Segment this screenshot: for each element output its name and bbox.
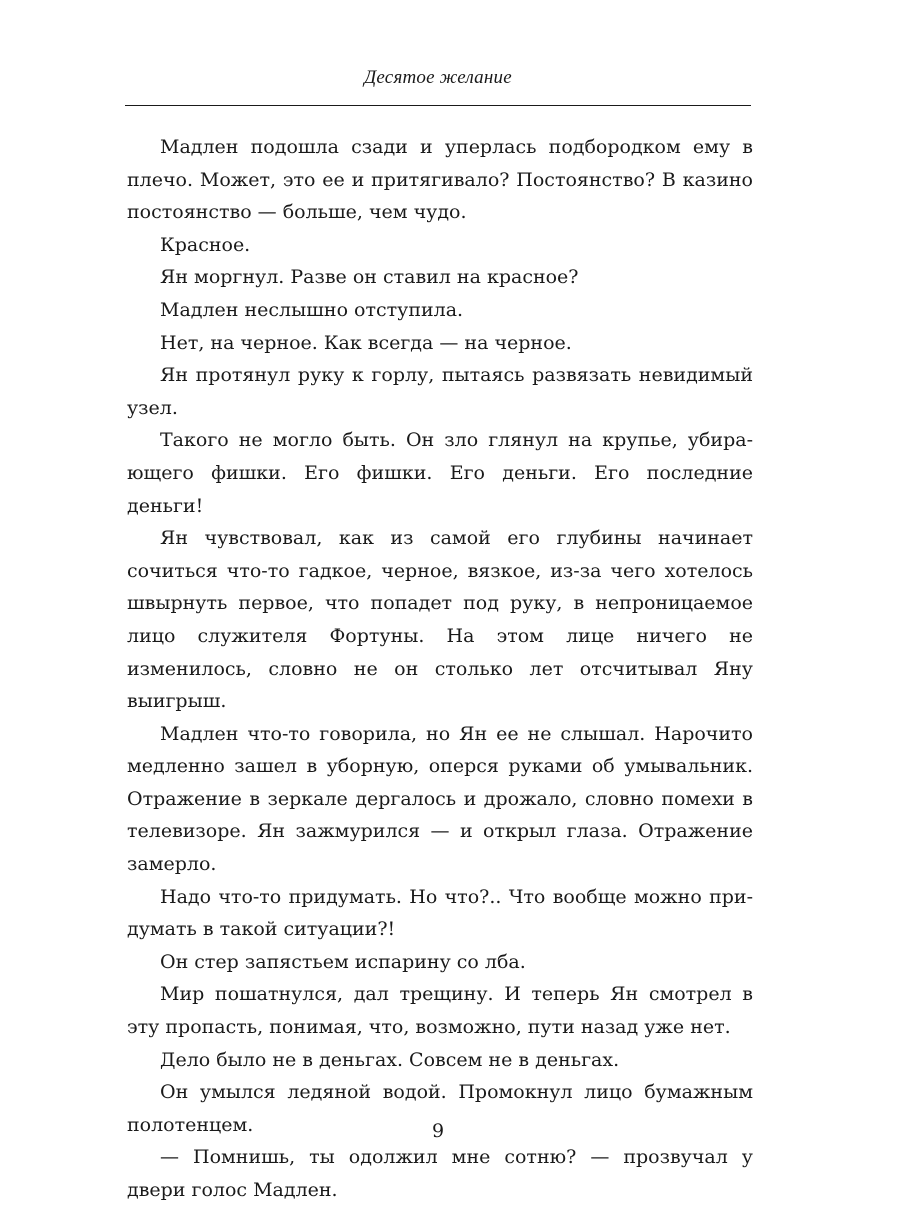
paragraph: Он умылся ледяной водой. Промокнул лицо бумажным полотенцем. (127, 1081, 753, 1136)
paragraph: Надо что-то придумать. Но что?.. Что вообще можно придумать в такой ситуации?! (127, 885, 753, 941)
paragraph: Такого не могло быть. Он зло глянул на крупье, убирающего фишки. Его фишки. Его деньги. Его последние деньги! (127, 429, 753, 517)
paragraph: Мадлен что-то говорила, но Ян ее не слышал. Нарочито медленно зашел в уборную, оперся руками об умывальник. Отражение в зеркале дергалось и дрожало, словно помехи в телевизоре. Ян зажмурился — и открыл глаза. Отражение замерло. (127, 722, 753, 876)
paragraph: Ян моргнул. Разве он ставил на красное? (160, 266, 579, 289)
paragraph: Ян чувствовал, как из самой его глубины начинает сочиться что-то гадкое, черное, вязкое, из-за чего хотелось швырнуть первое, что попадет под руку, в непроницаемое лицо служителя Фортуны. На этом лице ничего не изменилось, словно не он столько лет отсчитывал Яну выигрыш. (127, 527, 753, 713)
body-text (127, 131, 753, 1207)
paragraph: Дело было не в деньгах. Совсем не в деньгах. (160, 1048, 620, 1071)
paragraph: Нет, на черное. Как всегда — на черное. (160, 331, 572, 354)
paragraph: Мадлен подошла сзади и уперлась подбородком ему в плечо. Может, это ее и притягивало? Постоянство? В казино постоянство — больше, чем чудо. (127, 136, 753, 224)
page-number: 9 (431, 1120, 445, 1142)
running-head-title: Десятое желание (364, 67, 512, 88)
paragraph: Он стер запястьем испарину со лба. (160, 950, 526, 973)
paragraph: Красное. (160, 233, 251, 256)
header-rule (125, 105, 751, 106)
paragraph: Мадлен неслышно отступила. (160, 298, 464, 321)
paragraph: Мир пошатнулся, дал трещину. И теперь Ян смотрел в эту пропасть, понимая, что, возможно, пути назад уже нет. (127, 983, 753, 1039)
paragraph: Ян протянул руку к горлу, пытаясь развязать невидимый узел. (127, 364, 753, 419)
paragraph: — Помнишь, ты одолжил мне сотню? — прозвучал у двери голос Мадлен. (127, 1146, 753, 1201)
